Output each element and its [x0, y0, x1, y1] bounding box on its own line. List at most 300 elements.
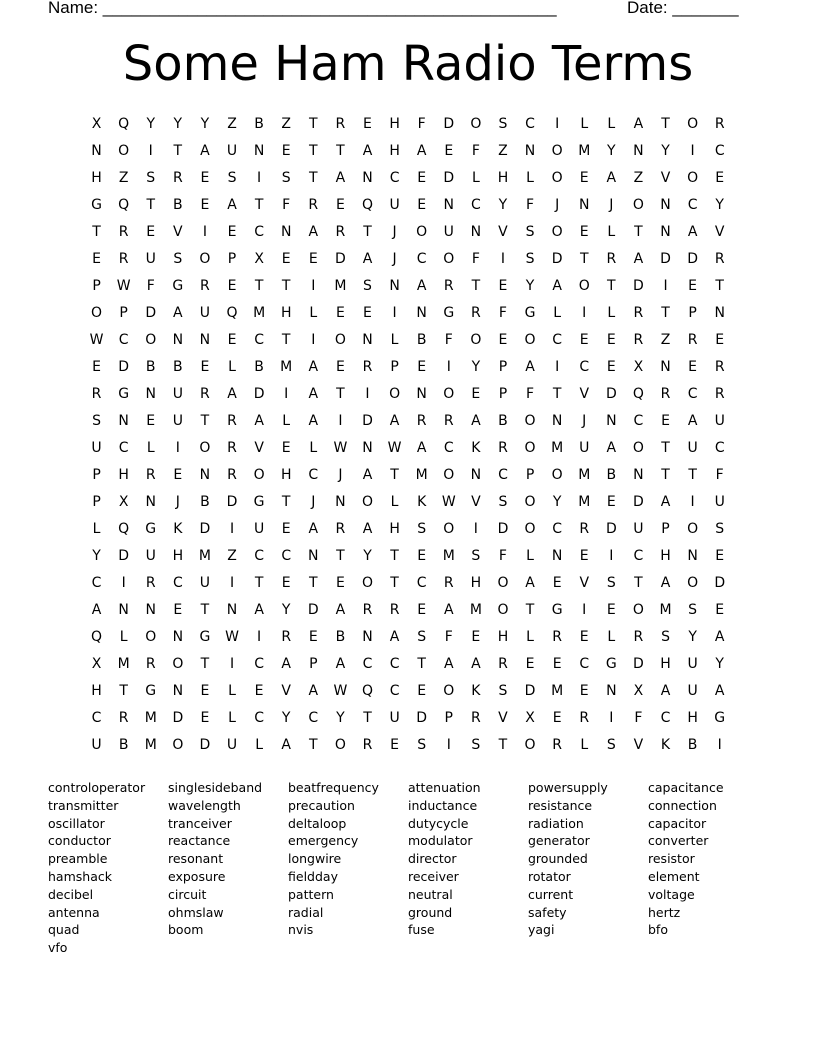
grid-letter: C	[172, 575, 183, 591]
grid-letter: Y	[92, 548, 101, 564]
grid-letter: E	[281, 143, 291, 159]
grid-letter: T	[254, 575, 264, 591]
word-list-item: preamble	[48, 851, 108, 867]
grid-letter: R	[335, 224, 346, 240]
grid-row	[83, 113, 735, 140]
grid-letter: R	[498, 440, 508, 456]
grid-letter: L	[390, 494, 399, 510]
grid-letter: N	[199, 467, 211, 483]
grid-row	[83, 302, 735, 329]
grid-letter: T	[309, 575, 318, 591]
word-list-item: director	[408, 851, 457, 867]
grid-letter: B	[254, 116, 264, 132]
grid-letter: E	[335, 575, 345, 591]
grid-letter: O	[361, 494, 373, 510]
grid-letter: U	[389, 710, 400, 726]
grid-letter: J	[582, 413, 587, 429]
grid-letter: S	[715, 521, 725, 537]
grid-letter: N	[416, 386, 427, 402]
grid-letter: I	[473, 521, 478, 537]
grid-letter: H	[497, 170, 509, 186]
grid-letter: N	[416, 305, 427, 321]
grid-letter: R	[145, 467, 156, 483]
grid-letter: H	[172, 548, 184, 564]
grid-letter: E	[335, 359, 345, 375]
grid-letter: O	[524, 413, 536, 429]
grid-letter: O	[687, 575, 699, 591]
grid-letter: R	[443, 575, 454, 591]
grid-letter: C	[389, 683, 400, 699]
grid-letter: V	[254, 440, 264, 456]
grid-letter: C	[552, 332, 563, 348]
grid-letter: L	[119, 629, 128, 645]
grid-letter: N	[443, 197, 454, 213]
grid-letter: E	[579, 170, 589, 186]
grid-letter: V	[633, 737, 644, 753]
grid-letter: A	[173, 305, 183, 321]
grid-letter: L	[92, 521, 101, 537]
grid-letter: V	[579, 386, 590, 402]
grid-letter: E	[688, 278, 698, 294]
grid-letter: T	[661, 440, 670, 456]
grid-letter: A	[633, 251, 644, 267]
grid-letter: S	[661, 629, 670, 645]
grid-letter: R	[335, 521, 346, 537]
grid-letter: O	[524, 440, 536, 456]
grid-letter: A	[389, 629, 400, 645]
grid-letter: H	[280, 305, 292, 321]
word-list-item: radial	[288, 904, 324, 920]
grid-letter: R	[308, 197, 319, 213]
grid-letter: R	[118, 710, 129, 726]
grid-letter: T	[254, 197, 264, 213]
grid-letter: T	[309, 737, 318, 753]
grid-letter: N	[633, 467, 644, 483]
grid-letter: R	[714, 251, 725, 267]
grid-letter: P	[525, 467, 535, 483]
word-list-item: modulator	[408, 833, 473, 849]
grid-letter: A	[660, 683, 671, 699]
grid-letter: I	[202, 224, 207, 240]
grid-letter: N	[145, 386, 156, 402]
grid-letter: P	[498, 386, 508, 402]
grid-letter: E	[471, 629, 481, 645]
grid-letter: N	[308, 548, 319, 564]
grid-letter: B	[118, 737, 129, 753]
grid-letter: A	[308, 683, 319, 699]
grid-letter: R	[443, 278, 454, 294]
grid-letter: E	[281, 521, 291, 537]
word-list-item: bfo	[648, 922, 668, 938]
grid-letter: E	[552, 710, 562, 726]
grid-letter: O	[361, 575, 373, 591]
word-list-item: capacitor	[648, 815, 707, 831]
grid-letter: L	[228, 683, 236, 699]
grid-letter: A	[335, 656, 346, 672]
grid-letter: C	[118, 332, 129, 348]
grid-letter: T	[498, 737, 508, 753]
grid-letter: N	[199, 332, 211, 348]
grid-letter: N	[362, 440, 373, 456]
grid-letter: U	[172, 386, 183, 402]
grid-letter: O	[524, 737, 536, 753]
grid-letter: W	[116, 278, 131, 294]
word-list-item: element	[648, 868, 700, 884]
grid-letter: E	[579, 629, 589, 645]
grid-letter: U	[172, 413, 183, 429]
word-list-item: fuse	[408, 922, 435, 938]
word-list-item: singlesideband	[168, 780, 263, 795]
word-list-column	[648, 779, 768, 957]
grid-letter: T	[363, 710, 372, 726]
word-list-column	[48, 779, 168, 957]
word-list-item: exposure	[168, 868, 226, 884]
grid-letter: E	[498, 278, 508, 294]
word-list-item: fieldday	[288, 868, 338, 884]
grid-letter: T	[200, 602, 210, 618]
grid-row	[83, 410, 735, 437]
grid-letter: O	[632, 440, 644, 456]
grid-letter: D	[687, 251, 698, 267]
grid-letter: F	[282, 197, 291, 213]
grid-letter: N	[362, 332, 373, 348]
grid-letter: D	[443, 116, 455, 132]
word-list-item: receiver	[408, 868, 459, 884]
grid-letter: E	[308, 629, 318, 645]
grid-letter: E	[579, 548, 589, 564]
grid-letter: Q	[118, 197, 130, 213]
grid-letter: C	[389, 656, 400, 672]
word-list-item: deltaloop	[288, 815, 347, 831]
grid-letter: A	[687, 224, 698, 240]
word-list-item: tranceiver	[168, 815, 232, 831]
word-list-item: pattern	[288, 886, 334, 902]
word-list-item: generator	[528, 833, 590, 849]
grid-letter: N	[660, 359, 671, 375]
grid-letter: I	[257, 170, 262, 186]
grid-letter: V	[498, 224, 508, 240]
grid-letter: R	[552, 629, 562, 645]
grid-letter: I	[229, 521, 235, 537]
grid-letter: E	[308, 251, 318, 267]
grid-letter: E	[417, 602, 427, 618]
grid-letter: B	[335, 629, 346, 645]
grid-letter: R	[552, 737, 562, 753]
grid-letter: D	[145, 305, 157, 321]
word-list-item: hamshack	[48, 868, 112, 884]
grid-letter: R	[227, 413, 237, 429]
grid-letter: M	[659, 602, 672, 618]
grid-letter: Y	[715, 656, 724, 672]
grid-letter: O	[632, 197, 644, 213]
grid-letter: A	[362, 143, 373, 159]
grid-letter: E	[254, 683, 264, 699]
grid-letter: R	[227, 440, 237, 456]
grid-letter: E	[200, 710, 210, 726]
grid-letter: I	[582, 602, 587, 618]
grid-letter: C	[362, 656, 373, 672]
grid-letter: P	[688, 305, 697, 321]
word-list-item: capacitance	[648, 780, 724, 795]
word-list-item: converter	[648, 833, 709, 849]
grid-letter: S	[281, 170, 291, 186]
grid-letter: Q	[361, 197, 373, 213]
grid-letter: A	[308, 386, 319, 402]
grid-letter: U	[226, 737, 238, 753]
grid-letter: C	[579, 359, 590, 375]
word-list-item: emergency	[288, 833, 359, 849]
grid-letter: T	[146, 197, 156, 213]
grid-letter: H	[118, 467, 129, 483]
grid-letter: M	[334, 278, 347, 294]
grid-letter: C	[281, 548, 292, 564]
grid-letter: W	[225, 629, 239, 645]
grid-letter: S	[498, 494, 508, 510]
grid-letter: T	[634, 575, 643, 591]
grid-letter: R	[498, 656, 508, 672]
grid-letter: N	[606, 683, 617, 699]
grid-letter: N	[551, 413, 563, 429]
grid-letter: D	[118, 548, 130, 564]
grid-letter: Q	[361, 683, 373, 699]
grid-letter: E	[92, 359, 101, 375]
grid-letter: T	[254, 278, 264, 294]
grid-letter: T	[607, 278, 616, 294]
grid-letter: O	[632, 602, 644, 618]
grid-letter: U	[443, 224, 454, 240]
grid-letter: C	[552, 521, 563, 537]
grid-letter: I	[229, 656, 235, 672]
grid-letter: R	[687, 332, 698, 348]
grid-letter: N	[714, 305, 725, 321]
grid-letter: S	[498, 683, 508, 699]
grid-letter: M	[198, 548, 211, 564]
grid-letter: R	[633, 629, 644, 645]
grid-letter: T	[336, 143, 345, 159]
grid-letter: N	[687, 548, 698, 564]
word-list-item: precaution	[288, 797, 355, 813]
grid-letter: I	[121, 575, 126, 591]
grid-row	[83, 626, 735, 653]
grid-letter: A	[714, 629, 725, 645]
grid-letter: C	[633, 413, 644, 429]
grid-letter: L	[255, 737, 264, 753]
grid-letter: L	[607, 305, 616, 321]
grid-row	[83, 653, 735, 680]
grid-letter: O	[551, 467, 563, 483]
grid-letter: Z	[660, 332, 671, 348]
grid-letter: N	[470, 467, 482, 483]
grid-letter: O	[389, 386, 401, 402]
grid-letter: A	[254, 602, 264, 618]
grid-letter: L	[553, 305, 562, 321]
grid-letter: Q	[91, 629, 103, 645]
grid-letter: H	[470, 575, 482, 591]
grid-letter: J	[175, 494, 180, 510]
grid-letter: A	[443, 656, 454, 672]
grid-letter: E	[417, 359, 427, 375]
grid-letter: L	[146, 440, 155, 456]
grid-letter: D	[605, 521, 617, 537]
grid-letter: D	[172, 710, 184, 726]
grid-letter: C	[443, 440, 454, 456]
grid-letter: C	[91, 575, 102, 591]
grid-letter: B	[173, 359, 183, 375]
word-list-item: reactance	[168, 833, 231, 849]
grid-letter: R	[714, 359, 725, 375]
grid-letter: M	[117, 656, 130, 672]
word-list-item: antenna	[48, 904, 100, 920]
grid-letter: I	[446, 359, 451, 375]
word-list-item: conductor	[48, 833, 111, 849]
grid-letter: U	[389, 197, 400, 213]
grid-letter: D	[199, 521, 211, 537]
grid-letter: E	[688, 359, 698, 375]
grid-letter: E	[606, 359, 616, 375]
grid-letter: E	[227, 332, 237, 348]
grid-letter: D	[633, 656, 644, 672]
grid-letter: T	[579, 251, 589, 267]
grid-letter: U	[253, 521, 265, 537]
grid-letter: S	[688, 602, 698, 618]
grid-letter: W	[333, 440, 348, 456]
grid-letter: J	[392, 251, 397, 267]
grid-letter: R	[633, 305, 644, 321]
grid-letter: T	[661, 305, 670, 321]
grid-letter: S	[417, 629, 427, 645]
grid-letter: B	[416, 332, 427, 348]
grid-letter: I	[446, 737, 451, 753]
grid-letter: T	[363, 224, 372, 240]
grid-letter: L	[471, 170, 480, 186]
grid-letter: N	[335, 494, 346, 510]
grid-letter: I	[392, 305, 397, 321]
grid-letter: L	[228, 359, 236, 375]
grid-letter: M	[442, 548, 455, 564]
grid-letter: G	[91, 197, 102, 213]
grid-letter: N	[660, 197, 671, 213]
word-list-item: hertz	[648, 904, 681, 920]
word-list-item: powersupply	[528, 780, 608, 795]
word-list-item: vfo	[48, 940, 68, 956]
grid-letter: E	[417, 683, 427, 699]
grid-letter: R	[145, 575, 156, 591]
grid-letter: O	[145, 629, 157, 645]
grid-letter: O	[416, 224, 428, 240]
word-list-item: attenuation	[408, 780, 481, 795]
grid-letter: R	[335, 116, 346, 132]
grid-letter: D	[416, 710, 428, 726]
grid-letter: T	[200, 413, 210, 429]
grid-letter: B	[687, 737, 698, 753]
grid-letter: E	[579, 332, 589, 348]
grid-letter: E	[146, 224, 156, 240]
word-list-column	[288, 779, 408, 957]
word-list-item: controloperator	[48, 780, 146, 795]
grid-letter: Y	[200, 116, 210, 132]
grid-letter: E	[363, 305, 372, 321]
word-list-item: resistance	[528, 797, 593, 813]
grid-letter: S	[417, 737, 427, 753]
grid-letter: R	[579, 710, 590, 726]
grid-letter: N	[145, 494, 156, 510]
grid-letter: N	[389, 278, 400, 294]
grid-letter: N	[145, 602, 156, 618]
grid-letter: O	[551, 143, 563, 159]
grid-letter: A	[308, 224, 319, 240]
grid-letter: C	[687, 197, 698, 213]
grid-letter: P	[92, 467, 101, 483]
grid-letter: U	[91, 737, 102, 753]
grid-letter: U	[199, 575, 211, 591]
grid-letter: U	[579, 440, 590, 456]
grid-letter: W	[387, 440, 402, 456]
grid-letter: I	[338, 413, 343, 429]
grid-letter: E	[444, 143, 454, 159]
grid-letter: N	[633, 143, 644, 159]
grid-letter: O	[443, 386, 455, 402]
grid-row	[83, 518, 735, 545]
grid-letter: R	[714, 386, 725, 402]
grid-letter: O	[443, 467, 455, 483]
grid-letter: F	[471, 251, 480, 267]
grid-letter: M	[578, 494, 591, 510]
grid-letter: A	[200, 143, 210, 159]
grid-letter: V	[714, 224, 725, 240]
grid-letter: M	[551, 683, 564, 699]
grid-letter: I	[690, 494, 695, 510]
grid-letter: U	[633, 521, 644, 537]
grid-letter: E	[525, 656, 535, 672]
grid-letter: E	[552, 656, 562, 672]
grid-letter: N	[280, 224, 292, 240]
grid-letter: T	[309, 170, 318, 186]
grid-letter: T	[281, 278, 291, 294]
grid-letter: C	[525, 116, 535, 132]
grid-letter: E	[335, 197, 345, 213]
grid-letter: T	[688, 467, 697, 483]
grid-letter: D	[524, 683, 536, 699]
word-list-column	[408, 779, 528, 957]
grid-letter: R	[633, 332, 644, 348]
grid-letter: I	[609, 548, 614, 564]
grid-letter: C	[633, 548, 644, 564]
grid-letter: R	[362, 737, 373, 753]
grid-letter: S	[525, 224, 535, 240]
grid-letter: U	[145, 251, 156, 267]
grid-letter: O	[687, 170, 699, 186]
grid-letter: N	[253, 143, 265, 159]
grid-letter: C	[660, 710, 671, 726]
grid-letter: M	[144, 737, 157, 753]
word-list-item: longwire	[288, 851, 342, 867]
grid-letter: B	[606, 467, 617, 483]
grid-letter: O	[118, 143, 130, 159]
grid-letter: Z	[281, 116, 291, 132]
grid-letter: R	[118, 251, 129, 267]
grid-letter: F	[498, 548, 507, 564]
grid-letter: A	[552, 278, 562, 294]
word-list-item: inductance	[408, 797, 478, 813]
grid-letter: H	[497, 629, 509, 645]
word-list-item: transmitter	[48, 797, 119, 813]
grid-letter: C	[254, 224, 264, 240]
grid-letter: A	[660, 494, 671, 510]
grid-letter: T	[715, 278, 724, 294]
grid-letter: A	[416, 143, 427, 159]
word-list-column	[528, 779, 648, 957]
grid-letter: T	[661, 116, 670, 132]
